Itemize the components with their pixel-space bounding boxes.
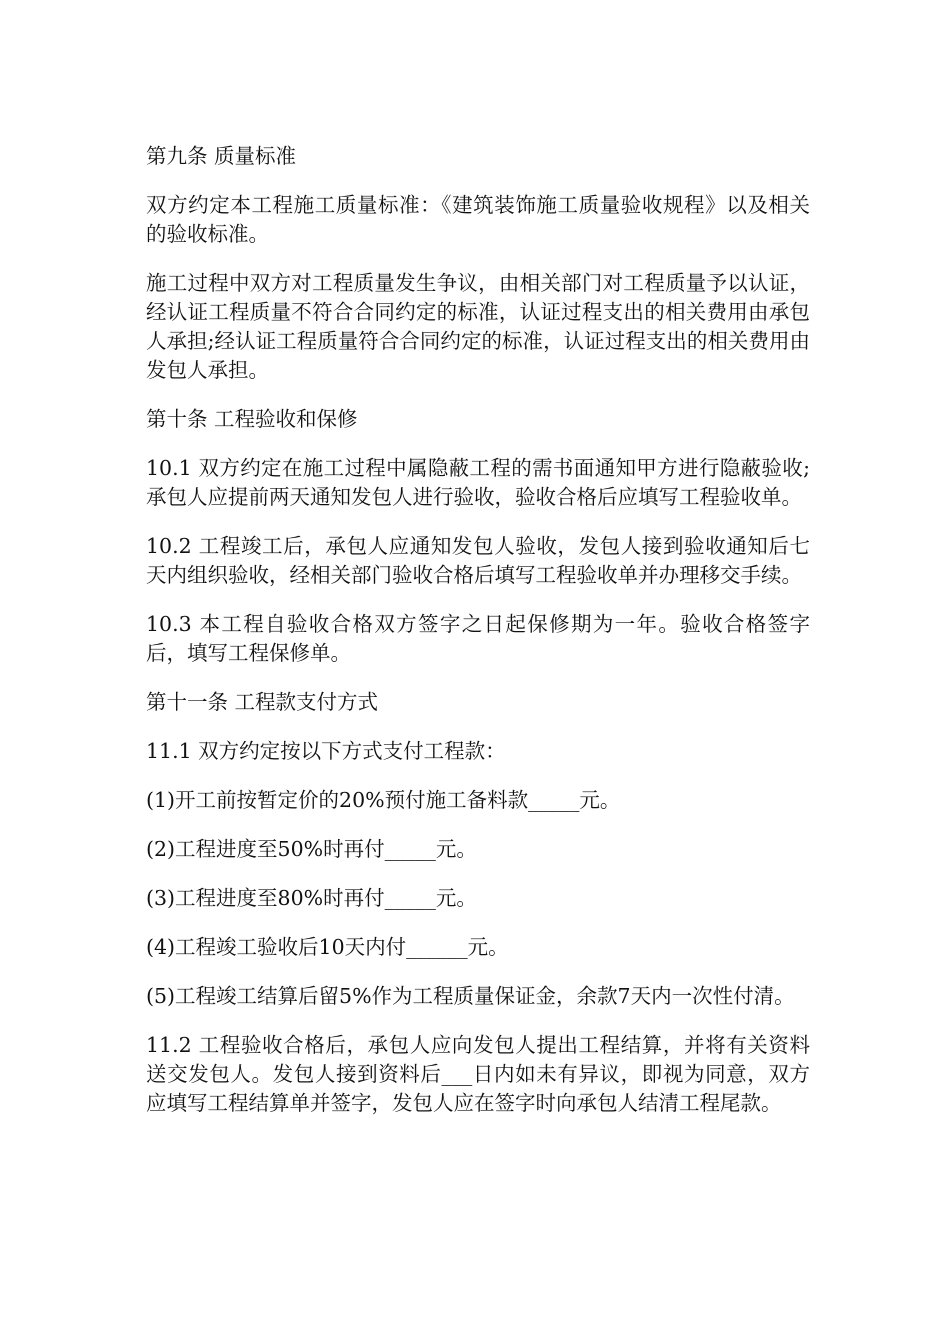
paragraph-quality-dispute: 施工过程中双方对工程质量发生争议，由相关部门对工程质量予以认证，经认证工程质量不符合合同约定的标准，认证过程支出的相关费用由承包人承担;经认证工程质量符合合同约定的标准，认证过程支出的相关费用由发包人承担。: [146, 271, 810, 382]
payment-item-4: (4)工程竣工验收后10天内付______元。: [146, 935, 509, 959]
paragraph-quality-standard: 双方约定本工程施工质量标准：《建筑装饰施工质量验收规程》以及相关的验收标准。: [146, 193, 810, 246]
clause-10-2: 10.2 工程竣工后，承包人应通知发包人验收，发包人接到验收通知后七天内组织验收，经相关部门验收合格后填写工程验收单并办理移交手续。: [146, 534, 810, 587]
article-9-heading: 第九条 质量标准: [146, 144, 297, 168]
clause-10-1: 10.1 双方约定在施工过程中属隐蔽工程的需书面通知甲方进行隐蔽验收;承包人应提前两天通知发包人进行验收，验收合格后应填写工程验收单。: [146, 456, 810, 509]
clause-10-3: 10.3 本工程自验收合格双方签字之日起保修期为一年。验收合格签字后，填写工程保修单。: [146, 612, 810, 665]
clause-11-1: 11.1 双方约定按以下方式支付工程款：: [146, 739, 506, 763]
payment-item-5: (5)工程竣工结算后留5%作为工程质量保证金，余款7天内一次性付清。: [146, 984, 795, 1008]
article-11-heading: 第十一条 工程款支付方式: [146, 690, 379, 714]
payment-item-2: (2)工程进度至50%时再付_____元。: [146, 837, 477, 861]
payment-item-1: (1)开工前按暂定价的20%预付施工备料款_____元。: [146, 788, 621, 812]
clause-11-2: 11.2 工程验收合格后，承包人应向发包人提出工程结算，并将有关资料送交发包人。发包人接到资料后___日内如未有异议，即视为同意，双方应填写工程结算单并签字，发包人应在签字时向承包人结清工程尾款。: [146, 1033, 810, 1115]
article-10-heading: 第十条 工程验收和保修: [146, 407, 358, 431]
payment-item-3: (3)工程进度至80%时再付_____元。: [146, 886, 477, 910]
